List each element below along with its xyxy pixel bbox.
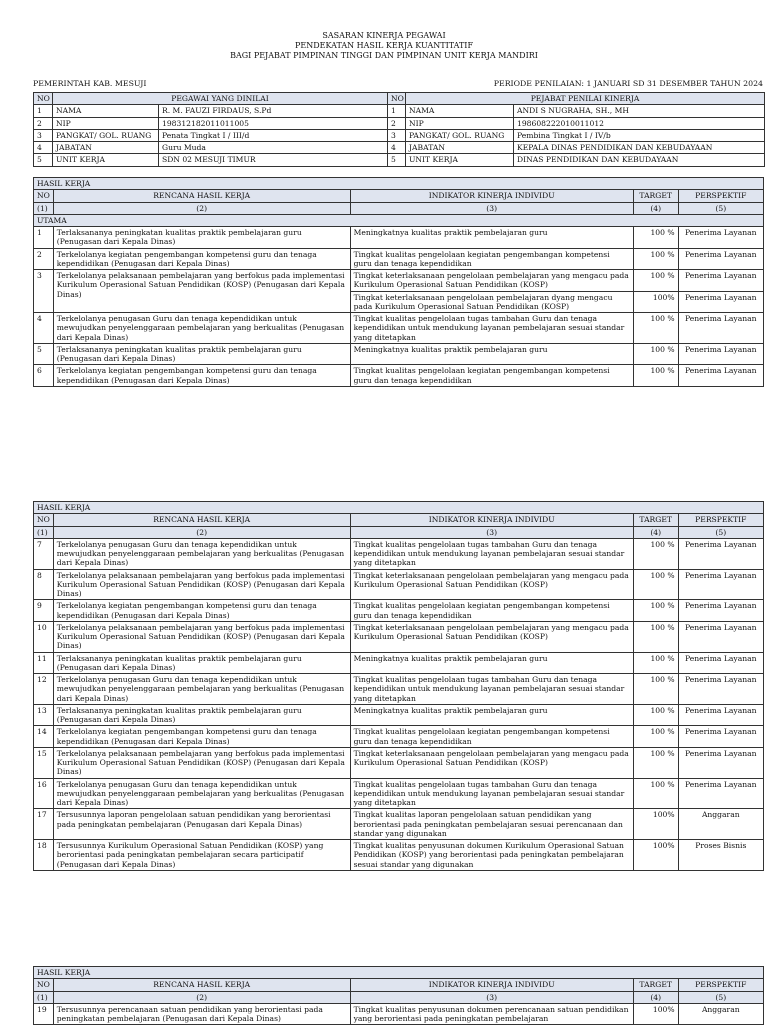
performance-indicator: Tingkat kualitas pengelolaan kegiatan pengembangan kompetensi guru dan tenaga kependidikan [350,365,633,387]
target-value: 100 % [633,652,678,674]
identity-row [34,117,765,129]
target-value: 100 % [633,538,678,569]
identity-no: 3 [34,129,53,141]
row-number: 16 [34,778,54,809]
perspective: Penerima Layanan [678,343,763,365]
performance-indicator: Tingkat kualitas penyusunan dokumen perencanaan satuan pendidikan yang berorientasi pada peningkatan pembelajaran [350,1003,633,1025]
target-value: 100 % [633,569,678,600]
row-number: 9 [34,600,54,622]
assessor-no: 3 [388,129,406,141]
target-value: 100 % [633,227,678,249]
target-value: 100 % [633,248,678,270]
header-title: SASARAN KINERJA PEGAWAI [322,31,446,40]
perspective: Penerima Layanan [678,291,763,313]
work-plan: Terkelolanya penugasan Guru dan tenaga kependidikan untuk mewujudkan penyelenggaraan pembelajaran yang berkualitas (Penugasan dari Kepala Dinas) [53,674,350,705]
perspective: Penerima Layanan [678,747,763,778]
performance-indicator: Tingkat keterlaksanaan pengelolaan pembelajaran yang mengacu pada Kurikulum Operasional Satuan Pendidikan (KOSP) [350,621,633,652]
perspective: Anggaran [678,1003,763,1025]
table-row [34,1003,764,1025]
perspective: Penerima Layanan [678,652,763,674]
group-label: UTAMA [34,214,764,226]
performance-indicator: Meningkatnya kualitas praktik pembelajaran guru [350,652,633,674]
assessor-label: JABATAN [406,142,514,154]
col-perspective-number: (5) [678,202,763,214]
identity-row [34,142,765,154]
work-plan: Terkelolanya kegiatan pengembangan kompetensi guru dan tenaga kependidikan (Penugasan dari Kepala Dinas) [53,248,350,270]
perspective: Penerima Layanan [678,569,763,600]
perspective: Penerima Layanan [678,227,763,249]
assessor-no: 1 [388,105,406,117]
work-table-3 [33,966,764,1025]
perspective: Proses Bisnis [678,840,763,871]
identity-row [34,105,765,117]
work-plan: Terlaksananya peningkatan kualitas praktik pembelajaran guru (Penugasan dari Kepala Dinas) [53,652,350,674]
target-value: 100 % [633,704,678,726]
performance-indicator: Tingkat keterlaksanaan pengelolaan pembelajaran yang mengacu pada Kurikulum Operasional Satuan Pendidikan (KOSP) [350,270,633,292]
identity-label: PANGKAT/ GOL. RUANG [53,129,159,141]
perspective: Penerima Layanan [678,538,763,569]
table-row [34,840,764,871]
target-value: 100 % [633,726,678,748]
perspective: Penerima Layanan [678,365,763,387]
identity-no: 5 [34,154,53,166]
col-perspective-number: (5) [678,991,763,1003]
assessor-header: PEJABAT PENILAI KINERJA [406,93,765,105]
identity-no: 1 [34,105,53,117]
perspective: Penerima Layanan [678,270,763,292]
perspective: Penerima Layanan [678,674,763,705]
work-plan: Terkelolanya pelaksanaan pembelajaran yang berfokus pada implementasi Kurikulum Operasional Satuan Pendidikan (KOSP) (Penugasan dari Kepala Dinas) [53,747,350,778]
col-no-number: (1) [34,991,54,1003]
perspective: Penerima Layanan [678,778,763,809]
col-perspective-number: (5) [678,526,763,538]
table-row [34,569,764,600]
table-row [34,621,764,652]
col-indicator-header: INDIKATOR KINERJA INDIVIDU [350,514,633,526]
table-row [34,747,764,778]
col-plan-number: (2) [53,991,350,1003]
col-plan-header: RENCANA HASIL KERJA [53,979,350,991]
work-plan: Tersusunnya Kurikulum Operasional Satuan Pendidikan (KOSP) yang berorientasi pada peningkatan pembelajaran secara participatif (Penugasan dari Kepala Dinas) [53,840,350,871]
performance-indicator: Tingkat kualitas pengelolaan tugas tambahan Guru dan tenaga kependidikan untuk mendukung layanan pembelajaran sesuai standar yang ditetapkan [350,778,633,809]
row-number: 12 [34,674,54,705]
col-no-header: NO [34,514,54,526]
assessor-value: 198608222010011012 [514,117,765,129]
identity-value: R. M. FAUZI FIRDAUS, S.Pd [159,105,388,117]
col-target-number: (4) [633,202,678,214]
table-row [34,313,764,344]
identity-value: SDN 02 MESUJI TIMUR [159,154,388,166]
row-number: 8 [34,569,54,600]
col-target-number: (4) [633,991,678,1003]
table-row [34,538,764,569]
work-plan: Terkelolanya pelaksanaan pembelajaran yang berfokus pada implementasi Kurikulum Operasional Satuan Pendidikan (KOSP) (Penugasan dari Kepala Dinas) [53,621,350,652]
col-no-header: NO [34,190,54,202]
table-row [34,270,764,292]
work-plan: Terkelolanya kegiatan pengembangan kompetensi guru dan tenaga kependidikan (Penugasan dari Kepala Dinas) [53,600,350,622]
table-row [34,248,764,270]
row-number: 10 [34,621,54,652]
identity-table [33,92,765,167]
assessor-no: 2 [388,117,406,129]
work-plan: Terkelolanya penugasan Guru dan tenaga kependidikan untuk mewujudkan penyelenggaraan pembelajaran yang berkualitas (Penugasan dari Kepala Dinas) [53,778,350,809]
col-indicator-number: (3) [350,202,633,214]
identity-no-header-2: NO [388,93,406,105]
col-plan-header: RENCANA HASIL KERJA [53,190,350,202]
row-number: 15 [34,747,54,778]
work-plan: Terlaksananya peningkatan kualitas praktik pembelajaran guru (Penugasan dari Kepala Dinas) [53,343,350,365]
performance-indicator: Tingkat keterlaksanaan pengelolaan pembelajaran yang mengacu pada Kurikulum Operasional Satuan Pendidikan (KOSP) [350,747,633,778]
perspective: Penerima Layanan [678,313,763,344]
identity-label: NAMA [53,105,159,117]
col-perspective-header: PERSPEKTIF [678,979,763,991]
section-title: HASIL KERJA [34,502,764,514]
work-plan: Tersusunnya laporan pengelolaan satuan pendidikan yang berorientasi pada peningkatan pembelajaran (Penugasan dari Kepala Dinas) [53,809,350,840]
work-table-1 [33,177,764,387]
identity-value: Guru Muda [159,142,388,154]
col-plan-header: RENCANA HASIL KERJA [53,514,350,526]
col-no-header: NO [34,979,54,991]
identity-label: JABATAN [53,142,159,154]
target-value: 100 % [633,621,678,652]
performance-indicator: Tingkat kualitas pengelolaan kegiatan pengembangan kompetensi guru dan tenaga kependidikan [350,600,633,622]
performance-indicator: Tingkat kualitas pengelolaan tugas tambahan Guru dan tenaga kependidikan untuk mendukung layanan pembelajaran sesuai standar yang ditetapkan [350,538,633,569]
table-row [34,365,764,387]
target-value: 100 % [633,365,678,387]
target-value: 100% [633,1003,678,1025]
assessor-label: PANGKAT/ GOL. RUANG [406,129,514,141]
target-value: 100 % [633,343,678,365]
table-row [34,600,764,622]
row-number: 6 [34,365,54,387]
table-row [34,809,764,840]
work-plan: Terkelolanya pelaksanaan pembelajaran yang berfokus pada implementasi Kurikulum Operasional Satuan Pendidikan (KOSP) (Penugasan dari Kepala Dinas) [53,270,350,313]
table-row [34,674,764,705]
identity-no-header: NO [34,93,53,105]
row-number: 19 [34,1003,54,1025]
table-row [34,652,764,674]
assessor-no: 4 [388,142,406,154]
col-perspective-header: PERSPEKTIF [678,190,763,202]
target-value: 100 % [633,270,678,292]
target-value: 100 % [633,313,678,344]
identity-no: 2 [34,117,53,129]
table-row [34,227,764,249]
row-number: 11 [34,652,54,674]
col-plan-number: (2) [53,526,350,538]
row-number: 4 [34,313,54,344]
performance-indicator: Meningkatnya kualitas praktik pembelajaran guru [350,343,633,365]
row-number: 13 [34,704,54,726]
work-plan: Terlaksananya peningkatan kualitas praktik pembelajaran guru (Penugasan dari Kepala Dinas) [53,704,350,726]
col-target-header: TARGET [633,190,678,202]
row-number: 18 [34,840,54,871]
perspective: Penerima Layanan [678,600,763,622]
col-target-number: (4) [633,526,678,538]
assessor-value: Pembina Tingkat I / IV/b [514,129,765,141]
target-value: 100% [633,291,678,313]
perspective: Penerima Layanan [678,704,763,726]
table-row [34,343,764,365]
col-target-header: TARGET [633,979,678,991]
perspective: Penerima Layanan [678,621,763,652]
assessor-label: NAMA [406,105,514,117]
col-no-number: (1) [34,202,54,214]
assessor-label: UNIT KERJA [406,154,514,166]
performance-indicator: Tingkat kualitas pengelolaan kegiatan pengembangan kompetensi guru dan tenaga kependidikan [350,726,633,748]
work-plan: Tersusunnya perencanaan satuan pendidikan yang berorientasi pada peningkatan pembelajaran (Penugasan dari Kepala Dinas) [53,1003,350,1025]
row-number: 14 [34,726,54,748]
assessor-label: NIP [406,117,514,129]
target-value: 100 % [633,778,678,809]
row-number: 17 [34,809,54,840]
performance-indicator: Tingkat kualitas pengelolaan tugas tambahan Guru dan tenaga kependidikan untuk mendukung layanan pembelajaran sesuai standar yang ditetapkan [350,313,633,344]
work-plan: Terkelolanya kegiatan pengembangan kompetensi guru dan tenaga kependidikan (Penugasan dari Kepala Dinas) [53,726,350,748]
assessor-value: ANDI S NUGRAHA, SH., MH [514,105,765,117]
header-subtitle: PENDEKATAN HASIL KERJA KUANTITATIF [294,40,474,50]
section-title: HASIL KERJA [34,178,764,190]
row-number: 3 [34,270,54,313]
performance-indicator: Tingkat keterlaksanaan pengelolaan pembelajaran dyang mengacu pada Kurikulum Operasional Satuan Pendidikan (KOSP) [350,291,633,313]
period-label: PERIODE PENILAIAN: 1 JANUARI SD 31 DESEMBER TAHUN 2024 [493,79,763,88]
government-label: PEMERINTAH KAB. MESUJI [33,79,147,88]
performance-indicator: Tingkat kualitas pengelolaan kegiatan pengembangan kompetensi guru dan tenaga kependidikan [350,248,633,270]
performance-indicator: Tingkat keterlaksanaan pengelolaan pembelajaran yang mengacu pada Kurikulum Operasional Satuan Pendidikan (KOSP) [350,569,633,600]
col-perspective-header: PERSPEKTIF [678,514,763,526]
row-number: 7 [34,538,54,569]
identity-label: NIP [53,117,159,129]
performance-indicator: Meningkatnya kualitas praktik pembelajaran guru [350,704,633,726]
table-row [34,726,764,748]
identity-row [34,154,765,166]
target-value: 100 % [633,600,678,622]
assessor-no: 5 [388,154,406,166]
col-indicator-header: INDIKATOR KINERJA INDIVIDU [350,979,633,991]
identity-row [34,129,765,141]
target-value: 100 % [633,674,678,705]
assessor-value: DINAS PENDIDIKAN DAN KEBUDAYAAN [514,154,765,166]
row-number: 1 [34,227,54,249]
identity-no: 4 [34,142,53,154]
identity-value: 198312182011011005 [159,117,388,129]
work-table-2 [33,501,764,871]
perspective: Penerima Layanan [678,726,763,748]
work-plan: Terlaksananya peningkatan kualitas praktik pembelajaran guru (Penugasan dari Kepala Dinas) [53,227,350,249]
section-title: HASIL KERJA [34,967,764,979]
work-plan: Terkelolanya pelaksanaan pembelajaran yang berfokus pada implementasi Kurikulum Operasional Satuan Pendidikan (KOSP) (Penugasan dari Kepala Dinas) [53,569,350,600]
col-indicator-number: (3) [350,526,633,538]
perspective: Penerima Layanan [678,248,763,270]
target-value: 100% [633,840,678,871]
row-number: 2 [34,248,54,270]
performance-indicator: Tingkat kualitas penyusunan dokumen Kurikulum Operasional Satuan Pendidikan (KOSP) yang berorientasi pada peningkatan pembelajaran sesuai standar yang digunakan [350,840,633,871]
assessor-value: KEPALA DINAS PENDIDIKAN DAN KEBUDAYAAN [514,142,765,154]
work-plan: Terkelolanya kegiatan pengembangan kompetensi guru dan tenaga kependidikan (Penugasan dari Kepala Dinas) [53,365,350,387]
assessed-employee-header: PEGAWAI YANG DINILAI [53,93,388,105]
header-subtitle-2: BAGI PEJABAT PIMPINAN TINGGI DAN PIMPINAN UNIT KERJA MANDIRI [230,50,538,60]
work-plan: Terkelolanya penugasan Guru dan tenaga kependidikan untuk mewujudkan penyelenggaraan pembelajaran yang berkualitas (Penugasan dari Kepala Dinas) [53,313,350,344]
col-no-number: (1) [34,526,54,538]
performance-indicator: Meningkatnya kualitas praktik pembelajaran guru [350,227,633,249]
identity-label: UNIT KERJA [53,154,159,166]
table-row [34,704,764,726]
performance-indicator: Tingkat kualitas laporan pengelolaan satuan pendidikan yang berorientasi pada peningkatan pembelajaran sesuai perencanaan dan standar yang digunakan [350,809,633,840]
col-target-header: TARGET [633,514,678,526]
target-value: 100% [633,809,678,840]
col-plan-number: (2) [53,202,350,214]
document-header [0,31,768,60]
target-value: 100 % [633,747,678,778]
work-plan: Terkelolanya penugasan Guru dan tenaga kependidikan untuk mewujudkan penyelenggaraan pembelajaran yang berkualitas (Penugasan dari Kepala Dinas) [53,538,350,569]
identity-value: Penata Tingkat I / III/d [159,129,388,141]
table-row [34,778,764,809]
perspective: Anggaran [678,809,763,840]
col-indicator-number: (3) [350,991,633,1003]
col-indicator-header: INDIKATOR KINERJA INDIVIDU [350,190,633,202]
row-number: 5 [34,343,54,365]
performance-indicator: Tingkat kualitas pengelolaan tugas tambahan Guru dan tenaga kependidikan untuk mendukung layanan pembelajaran sesuai standar yang ditetapkan [350,674,633,705]
